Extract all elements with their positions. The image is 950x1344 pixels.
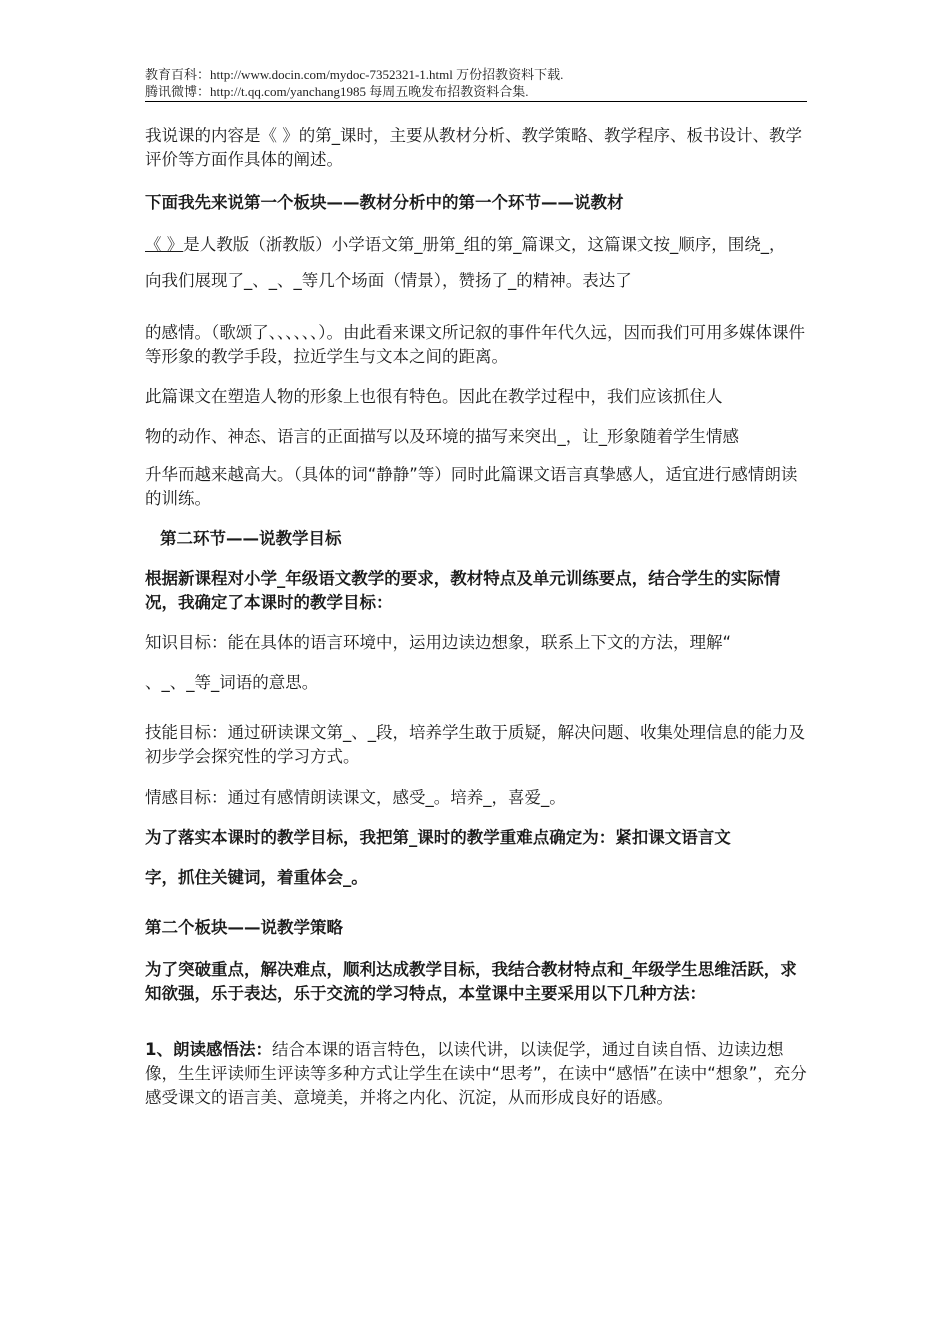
lesson-title-link: 《 》 <box>145 235 184 254</box>
knowledge-goal-line-1: 知识目标：能在具体的语言环境中，运用边读边想象，联系上下文的方法，理解“ <box>145 633 732 652</box>
character-paragraph-line-2: 物的动作、神态、语言的正面描写以及环境的描写来突出_，让_形象随着学生情感 <box>145 427 739 446</box>
intro-paragraph: 我说课的内容是《 》的第_课时，主要从教材分析、教学策略、教学程序、板书设计、教学评价等方面作具体的阐述。 <box>145 126 802 169</box>
emotion-goal-paragraph: 情感目标：通过有感情朗读课文，感受_。培养_，喜爱_。 <box>145 788 566 807</box>
section-heading-goals: 第二环节——说教学目标 <box>160 529 342 548</box>
character-paragraph-line-1: 此篇课文在塑造人物的形象上也很有特色。因此在教学过程中，我们应该抓住人 <box>145 387 723 406</box>
emotion-paragraph: 的感情。（歌颂了、、、、、、）。由此看来课文所记叙的事件年代久远，因而我们可用多媒体课件等形象的教学手段，拉近学生与文本之间的距离。 <box>145 323 805 366</box>
header-divider <box>145 101 807 102</box>
page-header <box>145 66 807 100</box>
key-points-line-2: 字，抓住关键词，着重体会_。 <box>145 868 368 887</box>
method-1-text: 结合本课的语言特色，以读代讲，以读促学，通过自读自悟、边读边想像，生生评读师生评读等多种方式让学生在读中“思考”，在读中“感悟”在读中“想象”，充分感受课文的语言美、意境美，并将之内化、沉淀，从而形成良好的语感。 <box>145 1040 807 1107</box>
textbook-paragraph-text: 是人教版（浙教版）小学语文第_册第_组的第_篇课文，这篇课文按_顺序，围绕_， <box>183 235 786 254</box>
method-1-paragraph <box>145 1038 807 1110</box>
method-1-label: 1、朗读感悟法： <box>145 1040 272 1059</box>
strategy-intro-paragraph: 为了突破重点，解决难点，顺利达成教学目标，我结合教材特点和_年级学生思维活跃，求知欲强，乐于表达，乐于交流的学习特点，本堂课中主要采用以下几种方法： <box>145 960 797 1003</box>
header-line-1: 教育百科：http://www.docin.com/mydoc-7352321-1.html 万份招教资料下载. <box>145 67 564 82</box>
section-heading-strategy: 第二个板块——说教学策略 <box>145 918 343 937</box>
textbook-paragraph-line-1 <box>145 233 807 257</box>
textbook-paragraph-line-2: 向我们展现了_、_、_等几个场面（情景），赞扬了_的精神。表达了 <box>145 271 632 290</box>
section-heading-textbook: 下面我先来说第一个板块——教材分析中的第一个环节——说教材 <box>145 193 624 212</box>
key-points-line-1: 为了落实本课时的教学目标，我把第_课时的教学重难点确定为：紧扣课文语言文 <box>145 828 731 847</box>
header-line-2: 腾讯微博：http://t.qq.com/yanchang1985 每周五晚发布招教资料合集. <box>145 84 529 99</box>
character-paragraph-line-3: 升华而越来越高大。（具体的词“静静”等）同时此篇课文语言真挚感人，适宜进行感情朗读的训练。 <box>145 465 798 508</box>
knowledge-goal-line-2: 、_、_等_词语的意思。 <box>145 673 319 692</box>
goals-intro-paragraph: 根据新课程对小学_年级语文教学的要求，教材特点及单元训练要点，结合学生的实际情况，我确定了本课时的教学目标： <box>145 569 781 612</box>
skill-goal-paragraph: 技能目标：通过研读课文第_、_段，培养学生敢于质疑，解决问题、收集处理信息的能力及初步学会探究性的学习方式。 <box>145 723 805 766</box>
